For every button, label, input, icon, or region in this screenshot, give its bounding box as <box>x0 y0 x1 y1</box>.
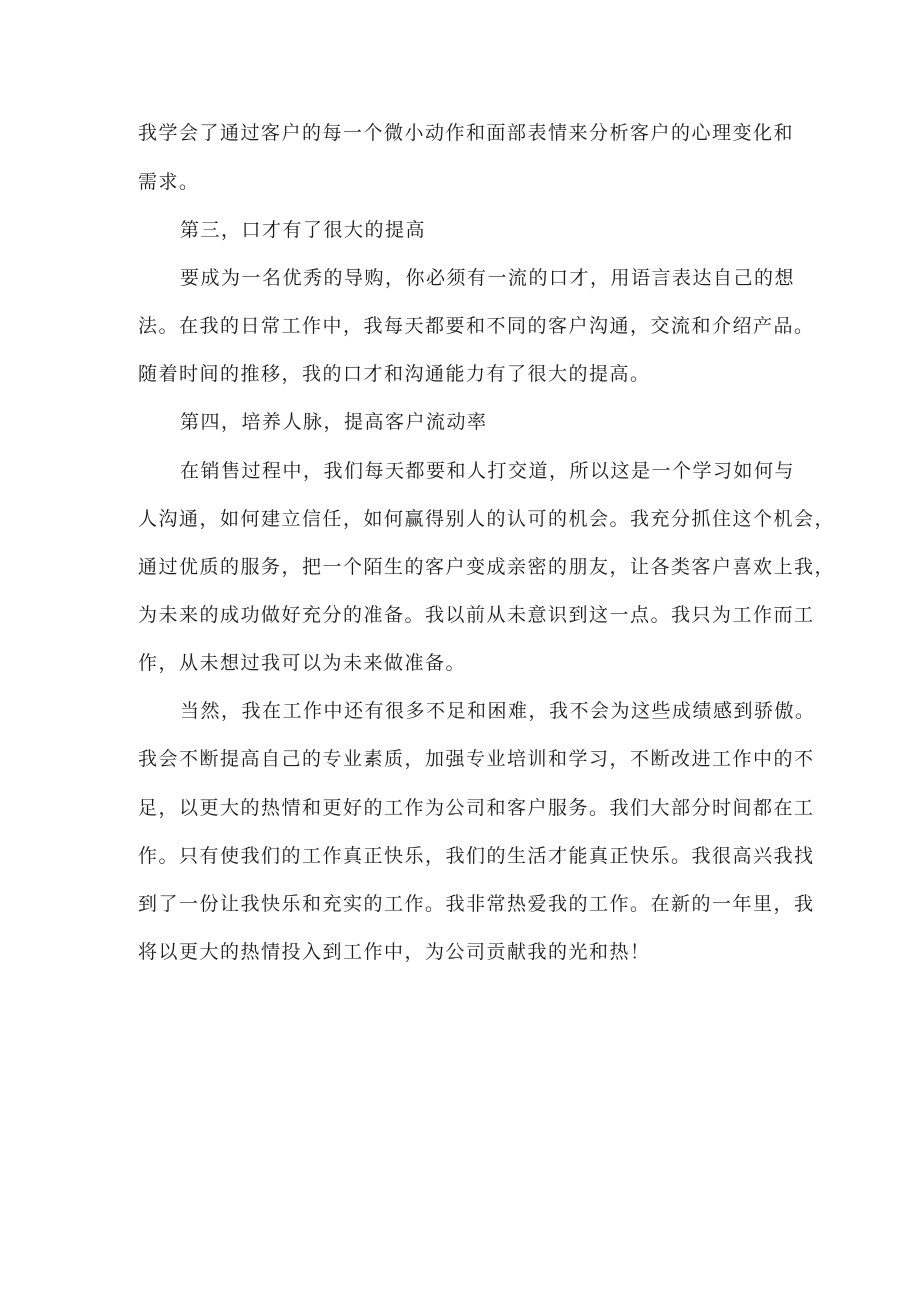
section-heading: 第四，培养人脉，提高客户流动率 <box>180 411 488 433</box>
paragraph-line: 将以更大的热情投入到工作中，为公司贡献我的光和热！ <box>138 941 651 963</box>
paragraph-line: 在销售过程中，我们每天都要和人打交道，所以这是一个学习如何与 <box>180 460 796 482</box>
paragraph-line: 要成为一名优秀的导购，你必须有一流的口才，用语言表达自己的想 <box>180 267 796 289</box>
paragraph-line: 足，以更大的热情和更好的工作为公司和客户服务。我们大部分时间都在工 <box>138 797 815 819</box>
paragraph-line: 需求。 <box>138 171 200 193</box>
paragraph-line: 当然，我在工作中还有很多不足和困难，我不会为这些成绩感到骄傲。 <box>180 700 816 722</box>
paragraph-line: 作，从未想过我可以为未来做准备。 <box>138 652 467 674</box>
paragraph-line: 随着时间的推移，我的口才和沟通能力有了很大的提高。 <box>138 363 651 385</box>
paragraph-line: 通过优质的服务，把一个陌生的客户变成亲密的朋友，让各类客户喜欢上我， <box>138 556 836 578</box>
paragraph-line: 我会不断提高自己的专业素质，加强专业培训和学习，不断改进工作中的不 <box>138 748 815 770</box>
paragraph-line: 作。只有使我们的工作真正快乐，我们的生活才能真正快乐。我很高兴我找 <box>138 845 815 867</box>
paragraph-line: 到了一份让我快乐和充实的工作。我非常热爱我的工作。在新的一年里，我 <box>138 893 815 915</box>
paragraph-line: 为未来的成功做好充分的准备。我以前从未意识到这一点。我只为工作而工 <box>138 604 815 626</box>
paragraph-line: 法。在我的日常工作中，我每天都要和不同的客户沟通，交流和介绍产品。 <box>138 315 815 337</box>
section-heading: 第三，口才有了很大的提高 <box>180 219 427 241</box>
paragraph-line: 人沟通，如何建立信任，如何赢得别人的认可的机会。我充分抓住这个机会， <box>138 508 836 530</box>
paragraph-line: 我学会了通过客户的每一个微小动作和面部表情来分析客户的心理变化和 <box>138 122 795 144</box>
